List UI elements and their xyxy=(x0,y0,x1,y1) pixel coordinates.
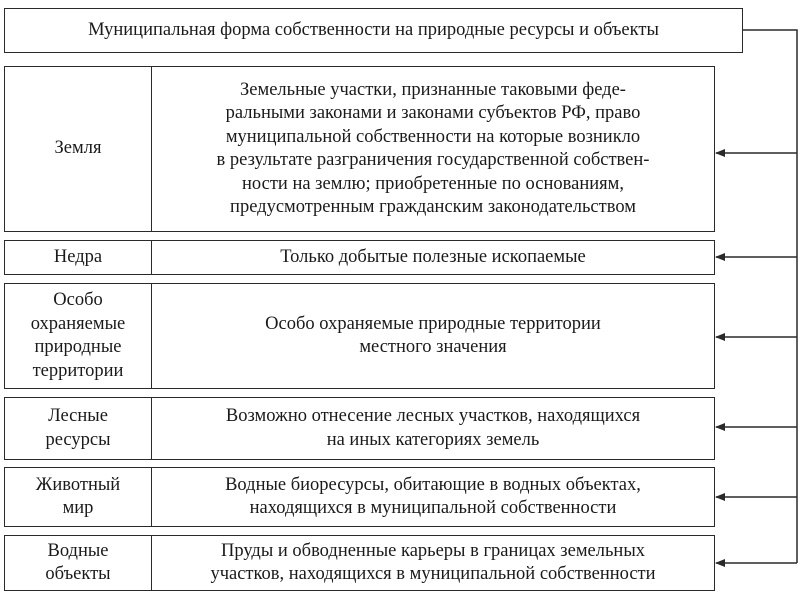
row-category: Животный мир xyxy=(5,468,152,526)
resource-row-subsoil xyxy=(4,240,715,275)
resource-row-land xyxy=(4,66,715,232)
diagram-title: Муниципальная форма собственности на природные ресурсы и объекты xyxy=(88,19,659,40)
row-description: Пруды и обводненные карьеры в границах земельных участков, находящихся в муниципальной собственности xyxy=(210,540,656,584)
row-category: Земля xyxy=(5,67,152,231)
row-description: Только добытые полезные ископаемые xyxy=(280,246,586,267)
row-category: Водные объекты xyxy=(5,536,152,590)
row-description: Особо охраняемые природные территории местного значения xyxy=(265,313,601,357)
connector-trunk xyxy=(743,30,797,563)
row-category: Особо охраняемые природные территории xyxy=(5,284,152,388)
resource-row-wildlife xyxy=(4,467,715,527)
resource-row-protected-areas xyxy=(4,283,715,389)
row-description: Возможно отнесение лесных участков, находящихся на иных категориях земель xyxy=(225,406,641,450)
resource-row-water xyxy=(4,535,715,591)
row-category: Лесные ресурсы xyxy=(5,398,152,459)
row-description: Водные биоресурсы, обитающие в водных объектах, находящихся в муниципальной собственности xyxy=(225,474,641,518)
diagram-title-box xyxy=(4,8,743,53)
resource-row-forest xyxy=(4,397,715,460)
row-category: Недра xyxy=(5,241,152,274)
row-description: Земельные участки, признанные таковыми феде- ральными законами и законами субъектов РФ, право муниципальной собственности на которые возникло в результате разграничения государственной собствен- ности на землю; приобретенные по основаниям, предусмотренным гражданским законодательством xyxy=(216,79,650,217)
